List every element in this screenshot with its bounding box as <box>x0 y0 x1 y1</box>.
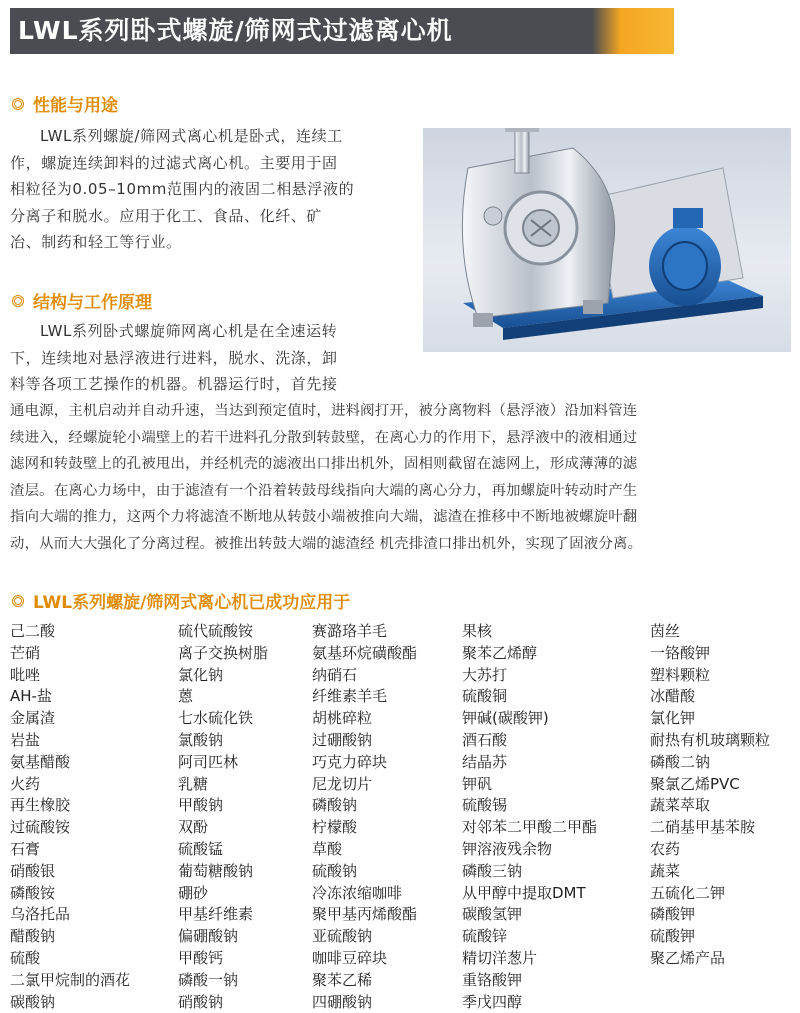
list-item: 甲酸钠 <box>178 796 224 815</box>
list-item: 硫酸锌 <box>462 927 508 946</box>
list-item: 冰醋酸 <box>650 687 696 706</box>
applications-column-3 <box>312 621 417 1013</box>
list-item: 硫酸锡 <box>462 796 508 815</box>
list-item: 芒硝 <box>10 643 41 662</box>
list-item: 磷酸一钠 <box>178 970 239 989</box>
list-item: 葡萄糖酸钠 <box>178 861 254 880</box>
list-item: 氯酸钠 <box>178 730 224 749</box>
principle-line: LWL系列卧式螺旋筛网离心机是在全速运转 <box>40 322 338 340</box>
list-item: 双酚 <box>178 818 209 837</box>
list-item: 钾溶液残余物 <box>462 839 553 858</box>
list-item: AH-盐 <box>10 687 52 706</box>
double-circle-icon <box>12 98 24 110</box>
list-item: 冷冻浓缩咖啡 <box>312 883 403 902</box>
applications-column-4 <box>462 621 597 1013</box>
performance-line: 相粒径为0.05–10mm范围内的液固二相悬浮液的 <box>10 180 355 198</box>
list-item: 五硫化二钾 <box>650 883 726 902</box>
list-item: 耐热有机玻璃颗粒 <box>650 730 771 749</box>
applications-column-1 <box>10 621 130 1013</box>
applications-column-2 <box>178 621 268 1013</box>
list-item: 精切洋葱片 <box>462 948 538 967</box>
list-item: 四硼酸钠 <box>312 992 373 1011</box>
list-item: 过硼酸钠 <box>312 730 373 749</box>
list-item: 蔬菜萃取 <box>650 796 711 815</box>
principle-line: 料等各项工艺操作的机器。机器运行时，首先接 <box>10 375 338 393</box>
list-item: 甲基纤维素 <box>178 905 254 924</box>
list-item: 阿司匹林 <box>178 752 239 771</box>
performance-line: 分离子和脱水。应用于化工、食品、化纤、矿 <box>10 206 323 225</box>
list-item: 磷酸三钠 <box>462 861 523 880</box>
list-item: 结晶苏 <box>462 752 508 771</box>
list-item: 硫酸锰 <box>178 839 224 858</box>
list-item: 偏硼酸钠 <box>178 927 239 946</box>
list-item: 亚硫酸钠 <box>312 927 373 946</box>
list-item: 聚苯乙烯醇 <box>462 643 538 662</box>
principle-line: 续进入，经螺旋轮小端壁上的若干进料孔分散到转鼓壁，在离心力的作用下，悬浮液中的液相通过 <box>10 429 638 446</box>
list-item: 大苏打 <box>462 665 508 684</box>
list-item: 聚苯乙稀 <box>312 970 373 989</box>
list-item: 农药 <box>650 839 681 858</box>
list-item: 对邻苯二甲酸二甲酯 <box>462 818 598 837</box>
list-item: 重铬酸钾 <box>462 970 523 989</box>
list-item: 柠檬酸 <box>312 818 358 837</box>
list-item: 岩盐 <box>10 730 41 749</box>
performance-line: 作，螺旋连续卸料的过滤式离心机。主要用于固 <box>10 153 338 172</box>
list-item: 季戊四醇 <box>462 992 523 1011</box>
performance-paragraph <box>10 123 415 256</box>
list-item: 硼砂 <box>178 883 209 902</box>
list-item: 二氯甲烷制的酒花 <box>10 970 131 989</box>
list-item: 二硝基甲基苯胺 <box>650 818 756 837</box>
principle-paragraph-bottom <box>10 398 795 557</box>
principle-line: 动，从而大大强化了分离过程。被推出转鼓大端的滤渣经 机壳排渣口排出机外，实现了固液分离。 <box>10 535 643 552</box>
list-item: 硫酸钾 <box>650 927 696 946</box>
double-circle-icon <box>12 595 24 607</box>
list-item: 石膏 <box>10 839 41 858</box>
list-item: 吡唑 <box>10 665 41 684</box>
list-item: 氨基环烷磺酸酯 <box>312 643 418 662</box>
list-item: 己二酸 <box>10 622 56 640</box>
list-item: 茵丝 <box>650 622 681 640</box>
list-item: 聚甲基丙烯酸酯 <box>312 905 418 924</box>
list-item: 聚氯乙烯PVC <box>650 774 740 793</box>
list-item: 硝酸钠 <box>178 992 224 1011</box>
list-item: 一铬酸钾 <box>650 643 711 662</box>
list-item: 胡桃碎粒 <box>312 709 373 728</box>
list-item: 巧克力碎块 <box>312 752 388 771</box>
principle-line: 下，连续地对悬浮液进行进料，脱水、洗涤，卸 <box>10 348 338 367</box>
list-item: 碳酸钠 <box>10 992 56 1011</box>
principle-paragraph-top <box>10 318 415 398</box>
list-item: 氯化钠 <box>178 665 224 684</box>
list-item: 磷酸二钠 <box>650 752 711 771</box>
list-item: 聚乙烯产品 <box>650 948 726 967</box>
list-item: 蒽 <box>178 687 194 706</box>
list-item: 塑料颗粒 <box>650 665 711 684</box>
list-item: 硫酸铜 <box>462 687 508 706</box>
list-item: 纤维素羊毛 <box>312 687 388 706</box>
applications-column-5 <box>650 621 770 970</box>
performance-line: LWL系列螺旋/筛网式离心机是卧式，连续工 <box>40 127 343 145</box>
list-item: 赛潞珞羊毛 <box>312 622 388 640</box>
list-item: 磷酸铵 <box>10 883 56 902</box>
list-item: 草酸 <box>312 839 343 858</box>
list-item: 咖啡豆碎块 <box>312 948 388 967</box>
principle-line: 滤网和转鼓壁上的孔被甩出，并经机壳的滤液出口排出机外，固相则截留在滤网上，形成薄薄的滤 <box>10 456 638 472</box>
principle-line: 指向大端的推力，这两个力将滤渣不断地从转鼓小端被推向大端，滤渣在推移中不断地被螺旋叶翻 <box>10 509 638 525</box>
list-item: 再生橡胶 <box>10 796 71 815</box>
section-principle-title: 结构与工作原理 <box>33 293 152 313</box>
section-applications-title: LWL系列螺旋/筛网式离心机已成功应用于 <box>33 593 351 613</box>
list-item: 甲酸钙 <box>178 948 224 967</box>
list-item: 硫代硫酸铵 <box>178 622 254 640</box>
list-item: 乌洛托品 <box>10 905 71 924</box>
list-item: 纳硝石 <box>312 665 358 684</box>
list-item: 酒石酸 <box>462 730 508 749</box>
section-performance-title: 性能与用途 <box>33 96 118 116</box>
principle-line: 通电源，主机启动并自动升速，当达到预定值时，进料阀打开，被分离物料（悬浮液）沿加料管连 <box>10 403 638 419</box>
section-applications-heading <box>12 588 350 613</box>
list-item: 从甲醇中提取DMT <box>462 883 586 902</box>
list-item: 尼龙切片 <box>312 774 373 793</box>
centrifuge-photo <box>423 128 791 352</box>
list-item: 钾碱(碳酸钾) <box>462 709 549 728</box>
section-principle-heading <box>12 288 152 313</box>
list-item: 金属渣 <box>10 709 56 728</box>
performance-line: 冶、制药和轻工等行业。 <box>10 233 182 251</box>
list-item: 氨基醋酸 <box>10 752 71 771</box>
header-accent <box>592 8 674 54</box>
section-performance-heading <box>12 91 118 116</box>
principle-line: 渣层。在离心力场中，由于滤渣有一个沿着转鼓母线指向大端的离心分力，再加螺旋叶转动时产生 <box>10 482 638 499</box>
list-item: 磷酸钠 <box>312 796 358 815</box>
page-title: LWL系列卧式螺旋/筛网式过滤离心机 <box>18 16 453 45</box>
double-circle-icon <box>12 295 24 307</box>
list-item: 氯化钾 <box>650 709 696 728</box>
list-item: 离子交换树脂 <box>178 643 269 662</box>
list-item: 蔬菜 <box>650 861 681 880</box>
list-item: 碳酸氢钾 <box>462 905 523 924</box>
list-item: 过硫酸铵 <box>10 818 71 837</box>
list-item: 钾矾 <box>462 774 493 793</box>
list-item: 乳糖 <box>178 774 209 793</box>
list-item: 硫酸 <box>10 948 41 967</box>
list-item: 硝酸银 <box>10 861 56 880</box>
list-item: 醋酸钠 <box>10 927 56 946</box>
list-item: 七水硫化铁 <box>178 709 254 728</box>
list-item: 硫酸钠 <box>312 861 358 880</box>
list-item: 果核 <box>462 622 493 640</box>
centrifuge-illustration <box>423 128 791 352</box>
list-item: 磷酸钾 <box>650 905 696 924</box>
list-item: 火药 <box>10 774 41 793</box>
